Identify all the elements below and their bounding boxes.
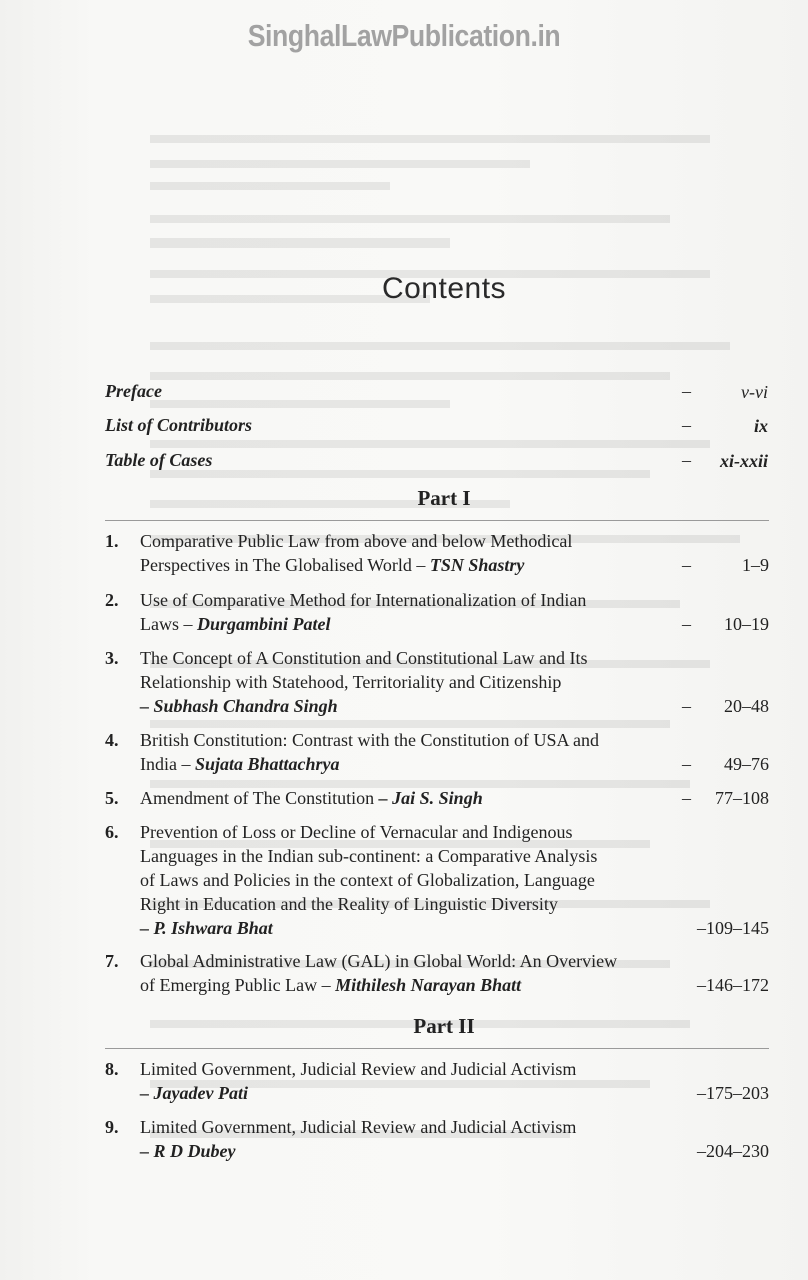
entry-author: Sujata Bhattachrya [194,754,340,774]
entry-author: TSN Shastry [429,555,525,575]
entry-pages: 49–76 [724,754,769,774]
entry-pages: –204–230 [697,1141,769,1161]
front-matter-pages: xi-xxii [720,451,768,471]
front-matter-label: Table of Cases [105,450,213,470]
entry-title: Comparative Public Law from above and below Methodical Perspectives in The Globalised World – TSN Shastry [140,531,573,575]
entry-title: Use of Comparative Method for Internationalization of Indian Laws – Durgambini Patel [140,590,587,634]
part-heading: Part I [417,486,471,510]
entry-author: – R D Dubey [140,1141,236,1161]
entry-author: – P. Ishwara Bhat [140,918,273,938]
entry-number: 6. [105,822,119,842]
part-divider [105,520,769,521]
entry-pages: 1–9 [742,555,769,575]
entry-title: Prevention of Loss or Decline of Vernacular and Indigenous Languages in the Indian sub-continent: a Comparative Analysis of Laws and Policies in the context of Globalization, Language Right in Education and the Reality of Linguistic Diversity – P. Ishwara Bhat [140,822,598,938]
entry-number: 8. [105,1059,119,1079]
entry-author: Mithilesh Narayan Bhatt [335,975,522,995]
front-matter-label: Preface [105,381,162,401]
entry-author: – Subhash Chandra Singh [140,696,338,716]
entry-number: 7. [105,951,119,971]
entry-dash: – [682,555,691,575]
entry-pages: 77–108 [715,788,769,808]
entry-author: – Jayadev Pati [140,1083,248,1103]
front-matter-pages: v-vi [741,382,768,402]
entry-title: British Constitution: Contrast with the Constitution of USA and India – Sujata Bhattachrya [140,730,600,774]
page-title: Contents [381,272,507,305]
entry-author: Durgambini Patel [197,614,331,634]
entry-title: Limited Government, Judicial Review and Judicial Activism – R D Dubey [140,1117,577,1161]
entry-number: 1. [105,531,119,551]
entry-number: 2. [105,590,119,610]
part-heading: Part II [413,1014,475,1038]
entry-author: – Jai S. Singh [378,788,483,808]
front-matter-dash: – [682,415,691,435]
entry-pages: –109–145 [697,918,769,938]
entry-dash: – [682,788,691,808]
entry-pages: –175–203 [697,1083,769,1103]
entry-pages: –146–172 [697,975,769,995]
entry-number: 5. [105,788,119,808]
entry-title: Amendment of The Constitution – Jai S. Singh [140,788,483,808]
entry-number: 3. [105,648,119,668]
entry-dash: – [682,696,691,716]
entry-pages: 20–48 [724,696,769,716]
entry-title: Global Administrative Law (GAL) in Global World: An Overview of Emerging Public Law – Mithilesh Narayan Bhatt [140,951,618,995]
entry-dash: – [682,614,691,634]
front-matter-dash: – [682,450,691,470]
entry-number: 4. [105,730,119,750]
front-matter-pages: ix [753,416,768,436]
part-divider [105,1048,769,1049]
entry-title: The Concept of A Constitution and Constitutional Law and Its Relationship with Statehood, Territoriality and Citizenship – Subhash Chandra Singh [140,648,588,716]
front-matter-dash: – [682,381,691,401]
entry-number: 9. [105,1117,119,1137]
publisher-watermark: SinghalLawPublication.in [247,18,561,53]
entry-title: Limited Government, Judicial Review and Judicial Activism – Jayadev Pati [140,1059,577,1103]
entry-dash: – [682,754,691,774]
entry-pages: 10–19 [724,614,769,634]
front-matter-label: List of Contributors [105,415,253,435]
